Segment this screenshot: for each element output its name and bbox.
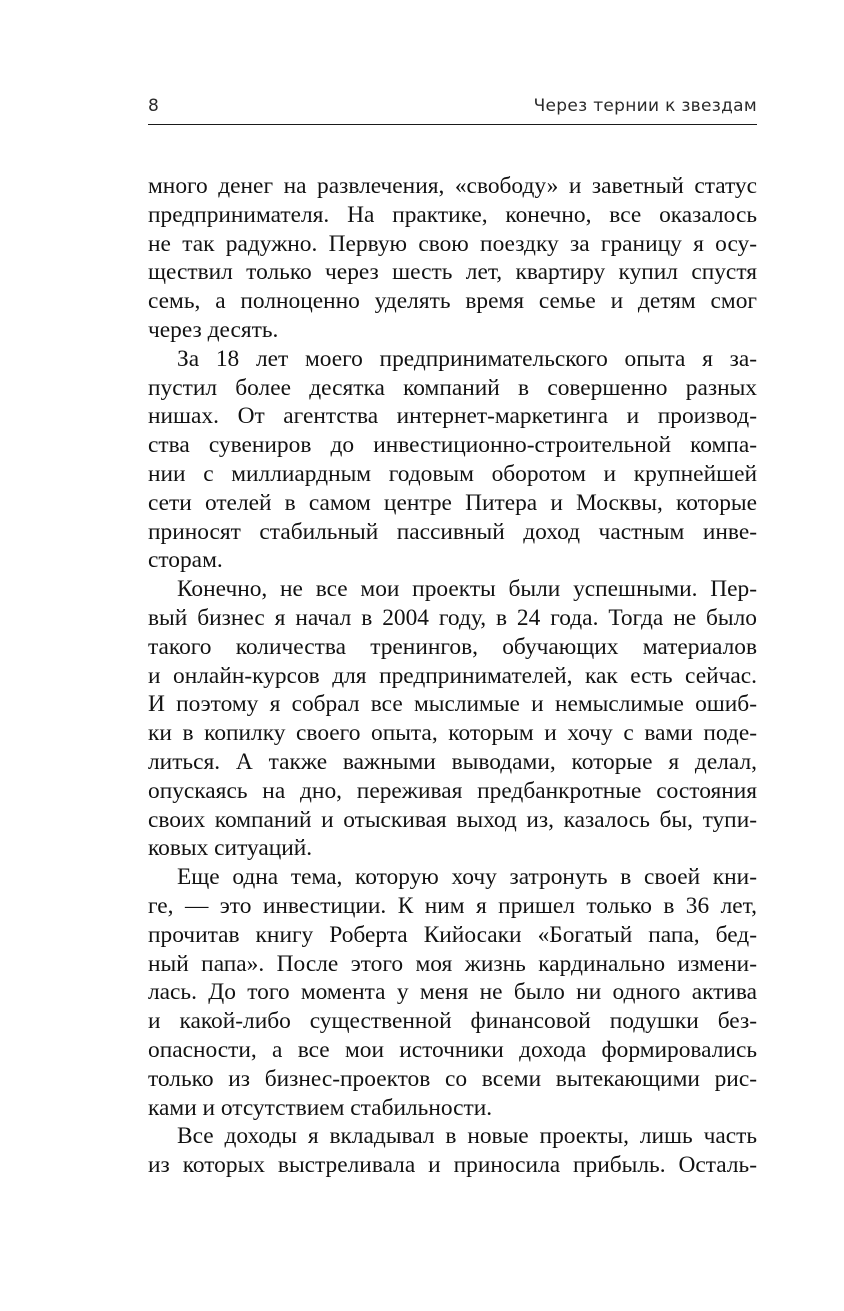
text-line: нии с миллиардным годовым оборотом и крупнейшей — [148, 460, 757, 487]
text-line: через десять. — [148, 316, 279, 343]
text-line: сторам. — [148, 547, 223, 574]
text-line: ге, — это инвестиции. К ним я пришел только в 36 лет, — [148, 892, 757, 919]
text-line: сети отелей в самом центре Питера и Москвы, которые — [148, 489, 757, 516]
text-line: ществил только через шесть лет, квартиру купил спустя — [148, 259, 757, 286]
text-line: лась. До того момента у меня не было ни одного актива — [148, 979, 757, 1006]
text-line: предпринимателя. На практике, конечно, все оказалось — [148, 201, 757, 228]
text-line: прочитав книгу Роберта Кийосаки «Богатый папа, бед- — [148, 921, 757, 948]
text-line: только из бизнес-проектов со всеми вытекающими рис- — [148, 1065, 757, 1092]
body-text — [148, 172, 757, 1180]
text-line: ства сувениров до инвестиционно-строительной компа- — [148, 432, 757, 459]
text-line: Еще одна тема, которую хочу затронуть в своей кни- — [177, 864, 757, 891]
text-line: семь, а полноценно уделять время семье и детям смог — [148, 288, 757, 315]
text-line: вый бизнес я начал в 2004 году, в 24 года. Тогда не было — [148, 604, 757, 631]
text-line: За 18 лет моего предпринимательского опыта я за- — [177, 345, 757, 372]
text-line: Конечно, не все мои проекты были успешными. Пер- — [177, 576, 757, 603]
page-number: 8 — [148, 96, 160, 116]
text-line: пустил более десятка компаний в совершенно разных — [148, 374, 757, 401]
text-line: не так радужно. Первую свою поездку за границу я осу- — [148, 230, 757, 257]
text-line: и онлайн-курсов для предпринимателей, как есть сейчас. — [148, 662, 757, 689]
text-line: и какой-либо существенной финансовой подушки без- — [148, 1008, 757, 1035]
text-line: нишах. От агентства интернет-маркетинга и производ- — [148, 403, 757, 430]
text-line: ки в копилку своего опыта, которым и хочу с вами поде- — [148, 720, 757, 747]
text-line: такого количества тренингов, обучающих материалов — [148, 633, 757, 660]
text-line: литься. А также важными выводами, которые я делал, — [148, 748, 757, 775]
chapter-title: Через тернии к звездам — [533, 96, 757, 116]
text-line: опасности, а все мои источники дохода формировались — [148, 1036, 757, 1063]
text-line: И поэтому я собрал все мыслимые и немыслимые ошиб- — [148, 691, 757, 718]
header-rule — [148, 124, 757, 125]
text-line: ковых ситуаций. — [148, 835, 313, 862]
text-line: опускаясь на дно, переживая предбанкротные состояния — [148, 777, 757, 804]
text-line: ный папа». После этого моя жизнь кардинально измени- — [148, 950, 757, 977]
text-line: приносят стабильный пассивный доход частным инве- — [148, 518, 757, 545]
text-line: много денег на развлечения, «свободу» и заветный статус — [148, 173, 757, 199]
running-head — [148, 96, 757, 124]
text-line: Все доходы я вкладывал в новые проекты, лишь часть — [177, 1123, 757, 1150]
text-line: своих компаний и отыскивая выход из, казалось бы, тупи- — [148, 806, 757, 833]
text-line: ками и отсутствием стабильности. — [148, 1094, 493, 1121]
text-line: из которых выстреливала и приносила прибыль. Осталь- — [148, 1152, 757, 1179]
